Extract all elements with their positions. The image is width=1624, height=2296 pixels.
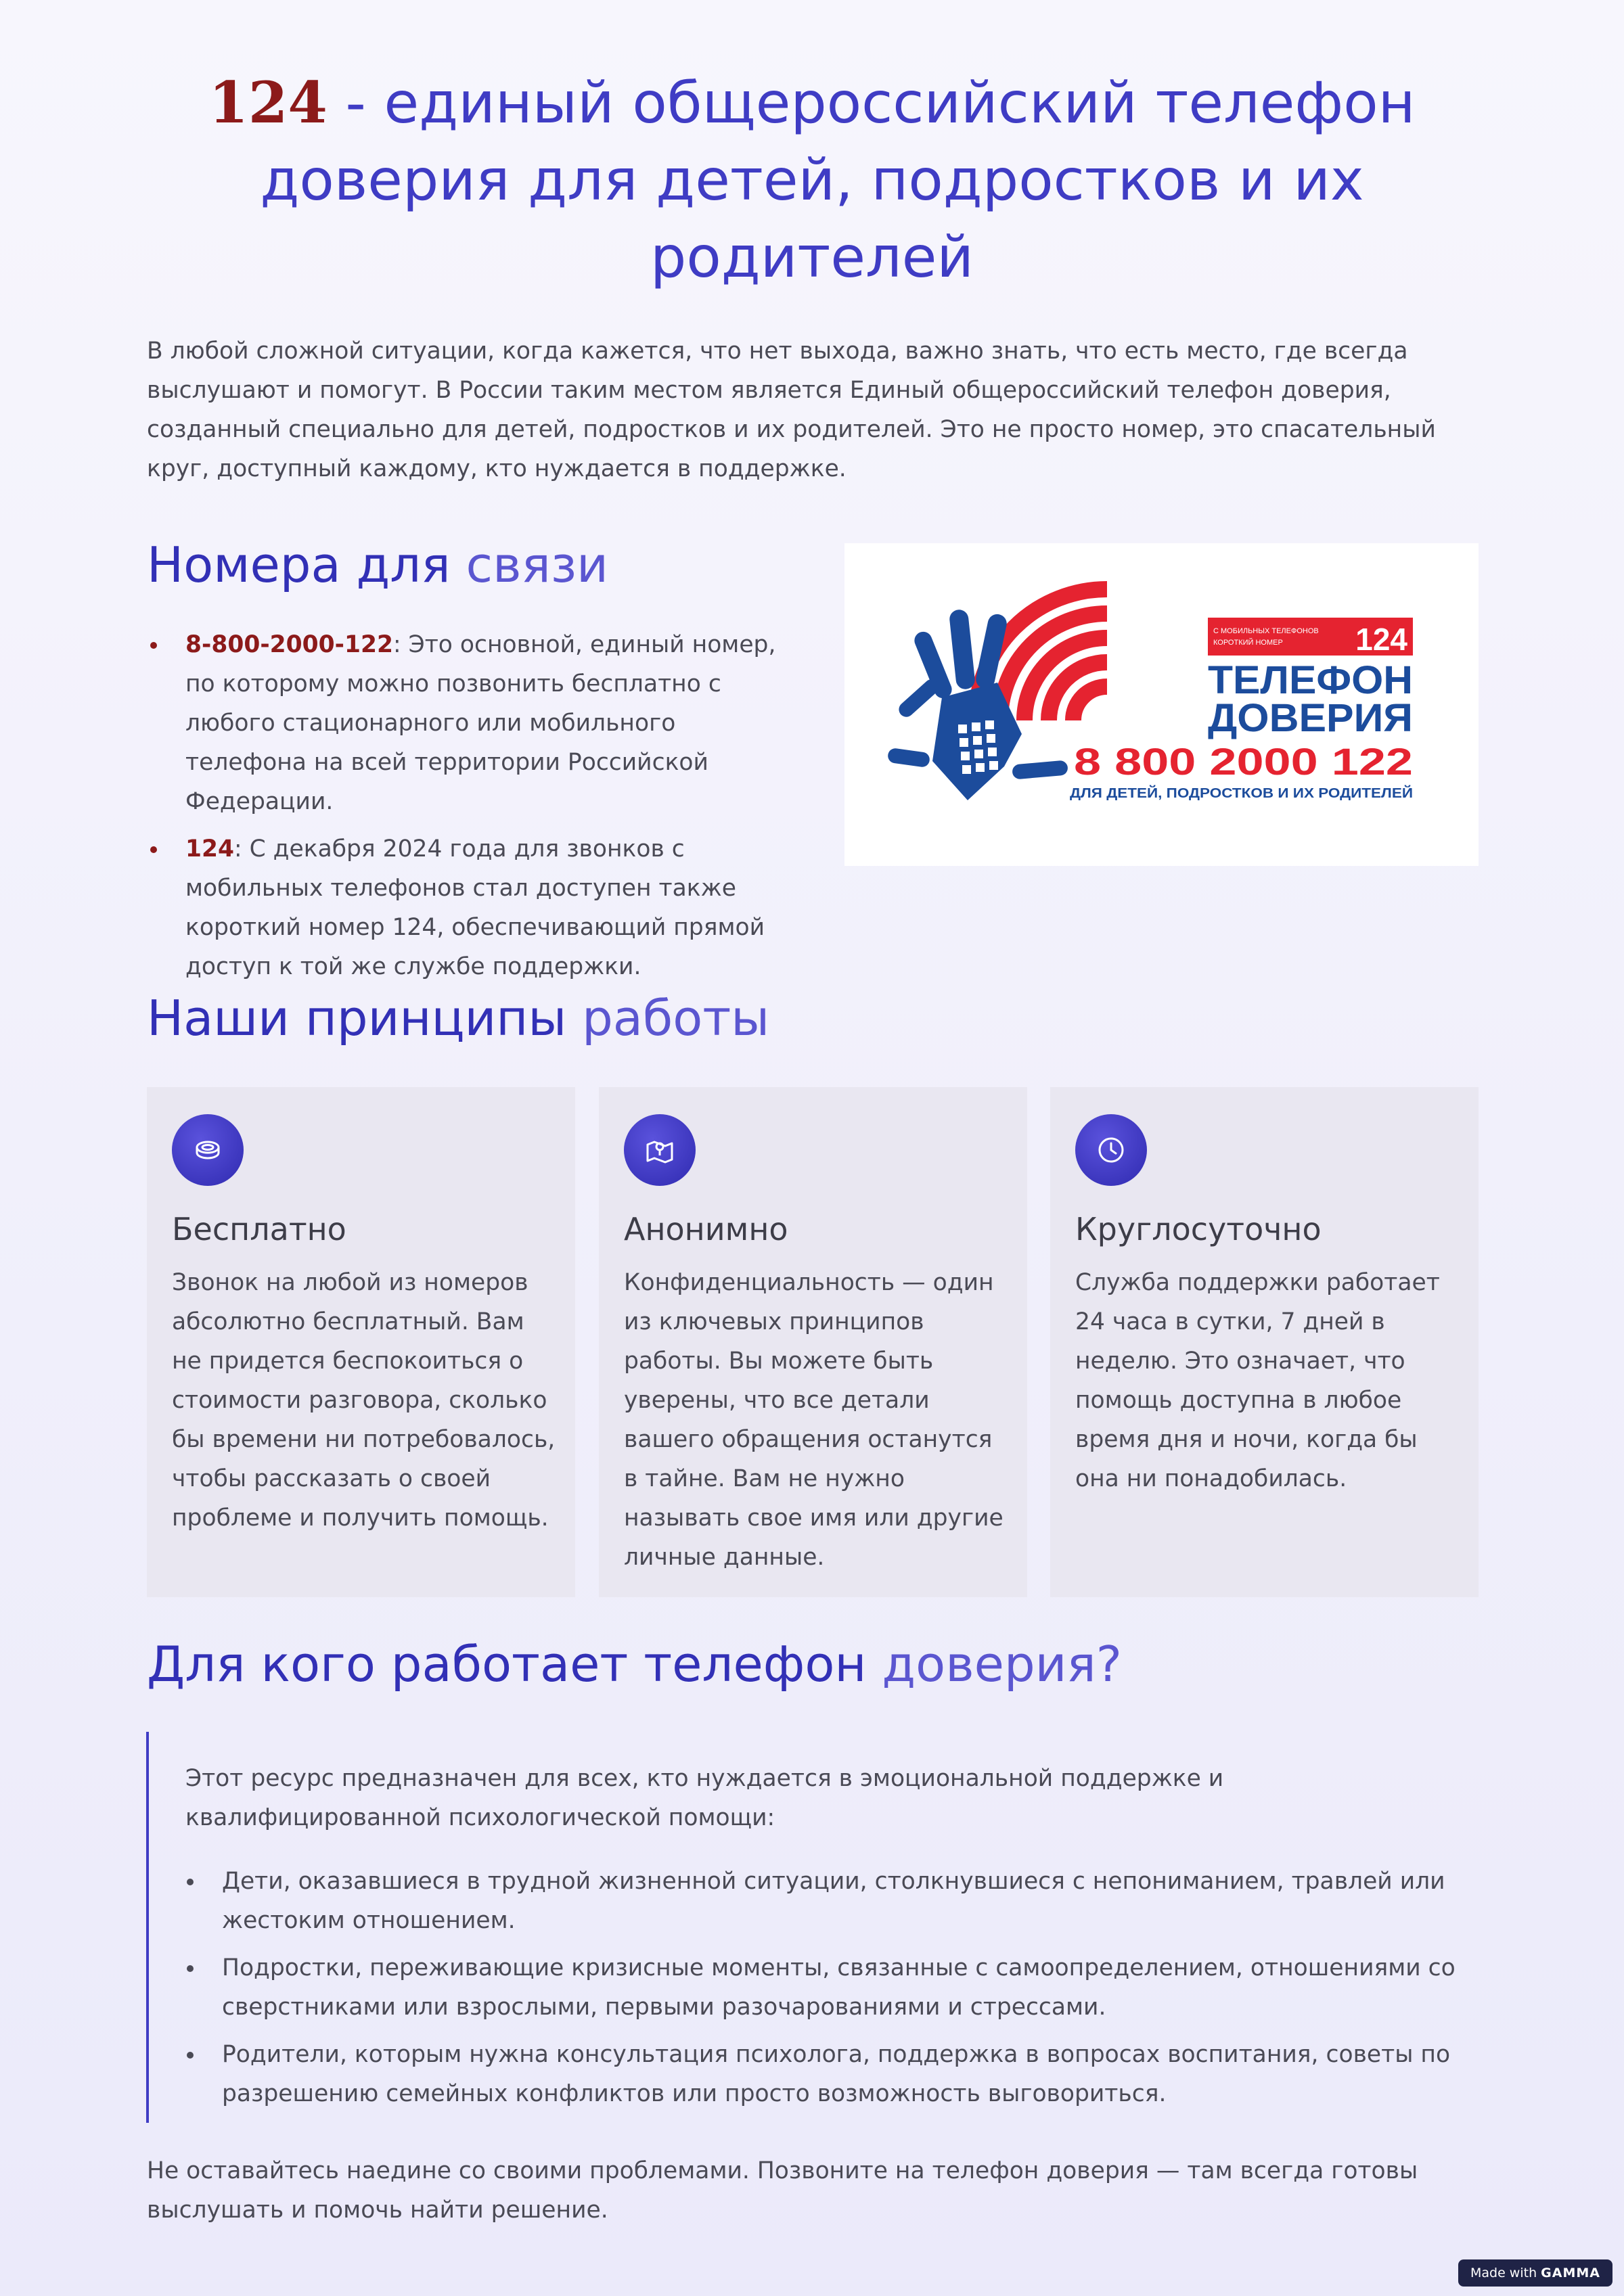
principle-card-free [147,1087,575,1597]
audience-list [183,1862,1468,2121]
helpline-logo-image [844,543,1479,866]
logo-phone: 8 800 2000 122 [1074,740,1413,783]
logo-small-note: С МОБИЛЬНЫХ ТЕЛЕФОНОВ [1213,627,1319,635]
title-number: 124 [208,69,328,136]
intro-paragraph: В любой сложной ситуации, когда кажется, что нет выхода, важно знать, что есть место, где всегда выслушают и помогут. В России таким местом является Единый общероссийский телефон доверия, созданный специально для детей, подростков и их родителей. Это не просто номер, это спасательный круг, доступный каждому, кто нуждается в поддержке. [147,338,1436,482]
phone-number[interactable]: 124 [185,835,235,863]
helpline-logo [844,543,1479,866]
logo-tagline: ДЛЯ ДЕТЕЙ, ПОДРОСТКОВ И ИХ РОДИТЕЛЕЙ [1070,786,1375,801]
clock-icon [1075,1114,1147,1186]
audience-lead: Этот ресурс предназначен для всех, кто нуждается в эмоциональной поддержке и квалифицированной психологической помощи: [185,1765,1224,1831]
list-item: Дети, оказавшиеся в трудной жизненной ситуации, столкнувшиеся с непониманием, травлей или жестоким отношением. [183,1862,1468,1940]
logo-line-2: ДОВЕРИЯ [1208,696,1413,740]
principles-heading: Наши принципы работы [147,990,770,1047]
contact-item: 124: С декабря 2024 года для звонков с мобильных телефонов стал доступен также короткий номер 124, обеспечивающий прямой доступ к той же службе поддержки. [147,829,780,986]
contacts-heading: Номера для связи [147,536,608,593]
logo-small-note: КОРОТКИЙ НОМЕР [1213,639,1283,647]
map-pin-icon [624,1114,696,1186]
closing-paragraph: Не оставайтесь наедине со своими проблемами. Позвоните на телефон доверия — там всегда готовы выслушать и помочь найти решение. [147,2157,1418,2224]
coin-icon [172,1114,244,1186]
card-title: Бесплатно [172,1211,346,1247]
principle-card-round-the-clock [1050,1087,1479,1597]
list-item: Родители, которым нужна консультация психолога, поддержка в вопросах воспитания, советы по разрешению семейных конфликтов или просто возможность выговориться. [183,2035,1468,2113]
logo-line-1: ТЕЛЕФОН [1208,658,1413,702]
list-item: Подростки, переживающие кризисные моменты, связанные с самоопределением, отношениями со сверстниками или взрослыми, первыми разочарованиями и стрессами. [183,1948,1468,2027]
audience-heading: Для кого работает телефон доверия? [147,1636,1122,1693]
page-title [135,64,1489,296]
contacts-list [147,625,780,994]
card-title: Анонимно [624,1211,788,1247]
principle-card-anonymous [599,1087,1027,1597]
logo-short-number: 124 [1355,622,1407,657]
title-text: - единый общероссийский телефон доверия для детей, подростков и их родителей [260,70,1416,290]
card-text: Конфиденциальность — один из ключевых принципов работы. Вы можете быть уверены, что все детали вашего обращения останутся в тайне. Вам не нужно называть свое имя или другие личные данные. [624,1269,1003,1571]
card-text: Звонок на любой из номеров абсолютно бесплатный. Вам не придется беспокоиться о стоимости разговора, сколько бы времени ни потребовалось, чтобы рассказать о своей проблеме и получить помощь. [172,1269,556,1532]
phone-number[interactable]: 8-800-2000-122 [185,631,394,658]
made-with-gamma-badge[interactable]: Made with GAMMA [1458,2259,1612,2287]
card-text: Служба поддержки работает 24 часа в сутки, 7 дней в неделю. Это означает, что помощь доступна в любое время дня и ночи, когда бы она ни понадобилась. [1075,1269,1440,1492]
card-title: Круглосуточно [1075,1211,1322,1247]
contact-item: 8-800-2000-122: Это основной, единый номер, по которому можно позвонить бесплатно с любого стационарного или мобильного телефона на всей территории Российской Федерации. [147,625,780,821]
